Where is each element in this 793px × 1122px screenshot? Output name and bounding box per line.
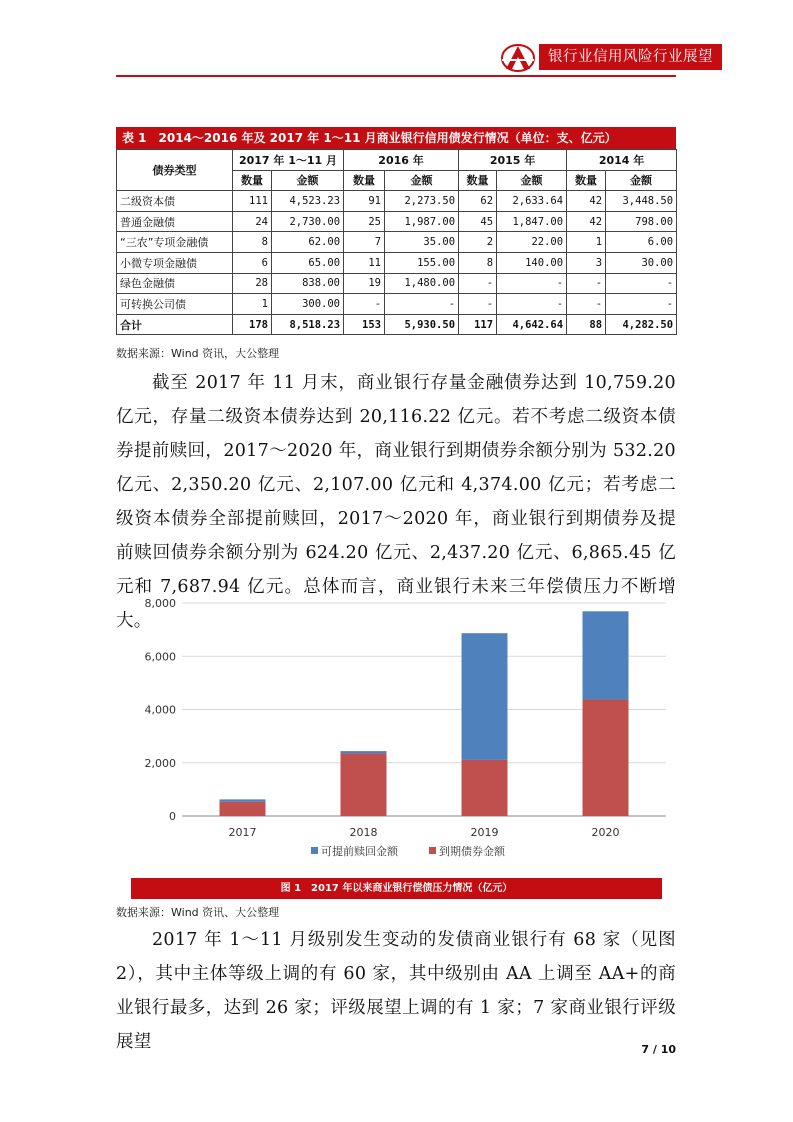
header-bond-type: 债券类型 [117, 150, 233, 191]
x-tick-label: 2017 [228, 826, 257, 839]
cell-amount: 35.00 [385, 232, 459, 253]
table-row [117, 294, 677, 315]
cell-amount: 30.00 [606, 252, 677, 273]
cell-count: 28 [233, 273, 272, 294]
legend-swatch [311, 847, 318, 854]
cell-count: 1 [567, 232, 606, 253]
legend-swatch [429, 847, 436, 854]
cell-amount: 4,642.64 [497, 314, 567, 335]
cell-count: - [567, 273, 606, 294]
bar-maturing-debt [341, 753, 387, 816]
bar-maturing-debt [462, 760, 508, 816]
cell-count: 3 [567, 252, 606, 273]
cell-amount: 1,987.00 [385, 211, 459, 232]
header-count: 数量 [344, 170, 385, 191]
bond-issuance-table [116, 149, 677, 335]
cell-amount: 3,448.50 [606, 191, 677, 212]
header-period: 2014 年 [567, 150, 677, 171]
cell-amount: 4,523.23 [272, 191, 344, 212]
cell-count: 153 [344, 314, 385, 335]
legend-label: 可提前赎回金额 [321, 845, 398, 858]
cell-amount: 65.00 [272, 252, 344, 273]
x-tick-label: 2018 [349, 826, 378, 839]
bar-early-redemption [220, 799, 266, 801]
header-period: 2016 年 [344, 150, 459, 171]
x-tick-label: 2019 [470, 826, 499, 839]
cell-count: 1 [233, 294, 272, 315]
bar-maturing-debt [220, 802, 266, 816]
cell-amount: 1,847.00 [497, 211, 567, 232]
y-tick-label: 4,000 [144, 703, 176, 717]
cell-count: 7 [344, 232, 385, 253]
header-title: 银行业信用风险行业展望 [539, 44, 722, 70]
cell-count: 42 [567, 191, 606, 212]
header-period: 2017 年 1～11 月 [233, 150, 344, 171]
cell-count: 2 [459, 232, 497, 253]
cell-amount: - [497, 294, 567, 315]
cell-amount: 5,930.50 [385, 314, 459, 335]
table-row [117, 252, 677, 273]
cell-amount: 8,518.23 [272, 314, 344, 335]
legend-label: 到期债券金额 [439, 845, 505, 858]
cell-count: 111 [233, 191, 272, 212]
cell-amount: 2,273.50 [385, 191, 459, 212]
cell-amount: 22.00 [497, 232, 567, 253]
cell-count: 19 [344, 273, 385, 294]
cell-amount: 4,282.50 [606, 314, 677, 335]
y-tick-label: 2,000 [144, 756, 176, 770]
cell-count: - [459, 273, 497, 294]
cell-amount: - [606, 273, 677, 294]
table-header-row [117, 150, 677, 171]
header-amount: 金额 [272, 170, 344, 191]
cell-count: 8 [459, 252, 497, 273]
paragraph-rating-changes: 2017 年 1～11 月级别发生变动的发债商业银行有 68 家（见图 2），其中主体等级上调的有 60 家，其中级别由 AA 上调至 AA+的商业银行最多，达到 26 家；评级展望上调的有 1 家；7 家商业银行评级展望 [116, 930, 676, 1052]
table-row [117, 273, 677, 294]
cell-count: 6 [233, 252, 272, 273]
header-period: 2015 年 [459, 150, 567, 171]
cell-count: 45 [459, 211, 497, 232]
bar-early-redemption [583, 611, 629, 699]
cell-name: 普通金融债 [117, 211, 233, 232]
figure-caption: 图 1 2017 年以来商业银行偿债压力情况（亿元） [131, 878, 662, 899]
cell-count: - [459, 294, 497, 315]
header-amount: 金额 [385, 170, 459, 191]
header-amount: 金额 [497, 170, 567, 191]
table-total-row [117, 314, 677, 335]
cell-amount: 300.00 [272, 294, 344, 315]
y-tick-label: 6,000 [144, 650, 176, 664]
header-count: 数量 [233, 170, 272, 191]
cell-name: “三农”专项金融债 [117, 232, 233, 253]
header-rule [116, 75, 676, 77]
cell-count: 24 [233, 211, 272, 232]
repayment-pressure-chart [116, 592, 676, 872]
cell-amount: 838.00 [272, 273, 344, 294]
cell-amount: 2,633.64 [497, 191, 567, 212]
cell-count: 88 [567, 314, 606, 335]
cell-amount: - [606, 294, 677, 315]
table-caption: 表 1 2014～2016 年及 2017 年 1～11 月商业银行信用债发行情况（单位：支、亿元） [116, 127, 676, 149]
bar-maturing-debt [583, 700, 629, 816]
cell-amount: 1,480.00 [385, 273, 459, 294]
cell-count: 178 [233, 314, 272, 335]
cell-name: 合计 [117, 314, 233, 335]
table-row [117, 232, 677, 253]
cell-amount: - [385, 294, 459, 315]
cell-amount: 6.00 [606, 232, 677, 253]
cell-amount: 62.00 [272, 232, 344, 253]
bar-early-redemption [462, 633, 508, 760]
cell-name: 二级资本债 [117, 191, 233, 212]
header-count: 数量 [459, 170, 497, 191]
cell-count: 42 [567, 211, 606, 232]
cell-amount: 798.00 [606, 211, 677, 232]
cell-count: 25 [344, 211, 385, 232]
cell-amount: 155.00 [385, 252, 459, 273]
cell-amount: - [497, 273, 567, 294]
table-row [117, 211, 677, 232]
table-source-note: 数据来源：Wind 资讯，大公整理 [116, 347, 280, 360]
page-number: 7 / 10 [641, 1043, 676, 1056]
cell-name: 绿色金融债 [117, 273, 233, 294]
header-count: 数量 [567, 170, 606, 191]
paragraph-debt-pressure: 截至 2017 年 11 月末，商业银行存量金融债券达到 10,759.20 亿元，存量二级资本债券达到 20,116.22 亿元。若不考虑二级资本债券提前赎回，2017～2020 年，商业银行到期债券余额分别为 532.20 亿元、2,350.20 亿元、2,107.00 亿元和 4,374.00 亿元；若考虑二级资本债券全部提前赎回，2017～2020 年，商业银行到期债券及提前赎回债券余额分别为 624.20 亿元、2,437.20 亿元、6,865.45 亿元和 7,687.94 亿元。总体而言，商业银行未来三年偿债压力不断增大。 [116, 373, 676, 631]
cell-count: 91 [344, 191, 385, 212]
cell-count: 117 [459, 314, 497, 335]
y-tick-label: 8,000 [144, 597, 176, 610]
table-row [117, 191, 677, 212]
company-logo [500, 42, 536, 74]
x-tick-label: 2020 [591, 826, 620, 839]
cell-count: 11 [344, 252, 385, 273]
cell-amount: 2,730.00 [272, 211, 344, 232]
cell-count: - [344, 294, 385, 315]
figure-source-note: 数据来源：Wind 资讯、大公整理 [116, 906, 280, 919]
cell-count: - [567, 294, 606, 315]
bar-early-redemption [341, 751, 387, 753]
cell-count: 62 [459, 191, 497, 212]
y-tick-label: 0 [169, 810, 176, 823]
cell-amount: 140.00 [497, 252, 567, 273]
cell-name: 可转换公司债 [117, 294, 233, 315]
cell-count: 8 [233, 232, 272, 253]
cell-name: 小微专项金融债 [117, 252, 233, 273]
header-amount: 金额 [606, 170, 677, 191]
